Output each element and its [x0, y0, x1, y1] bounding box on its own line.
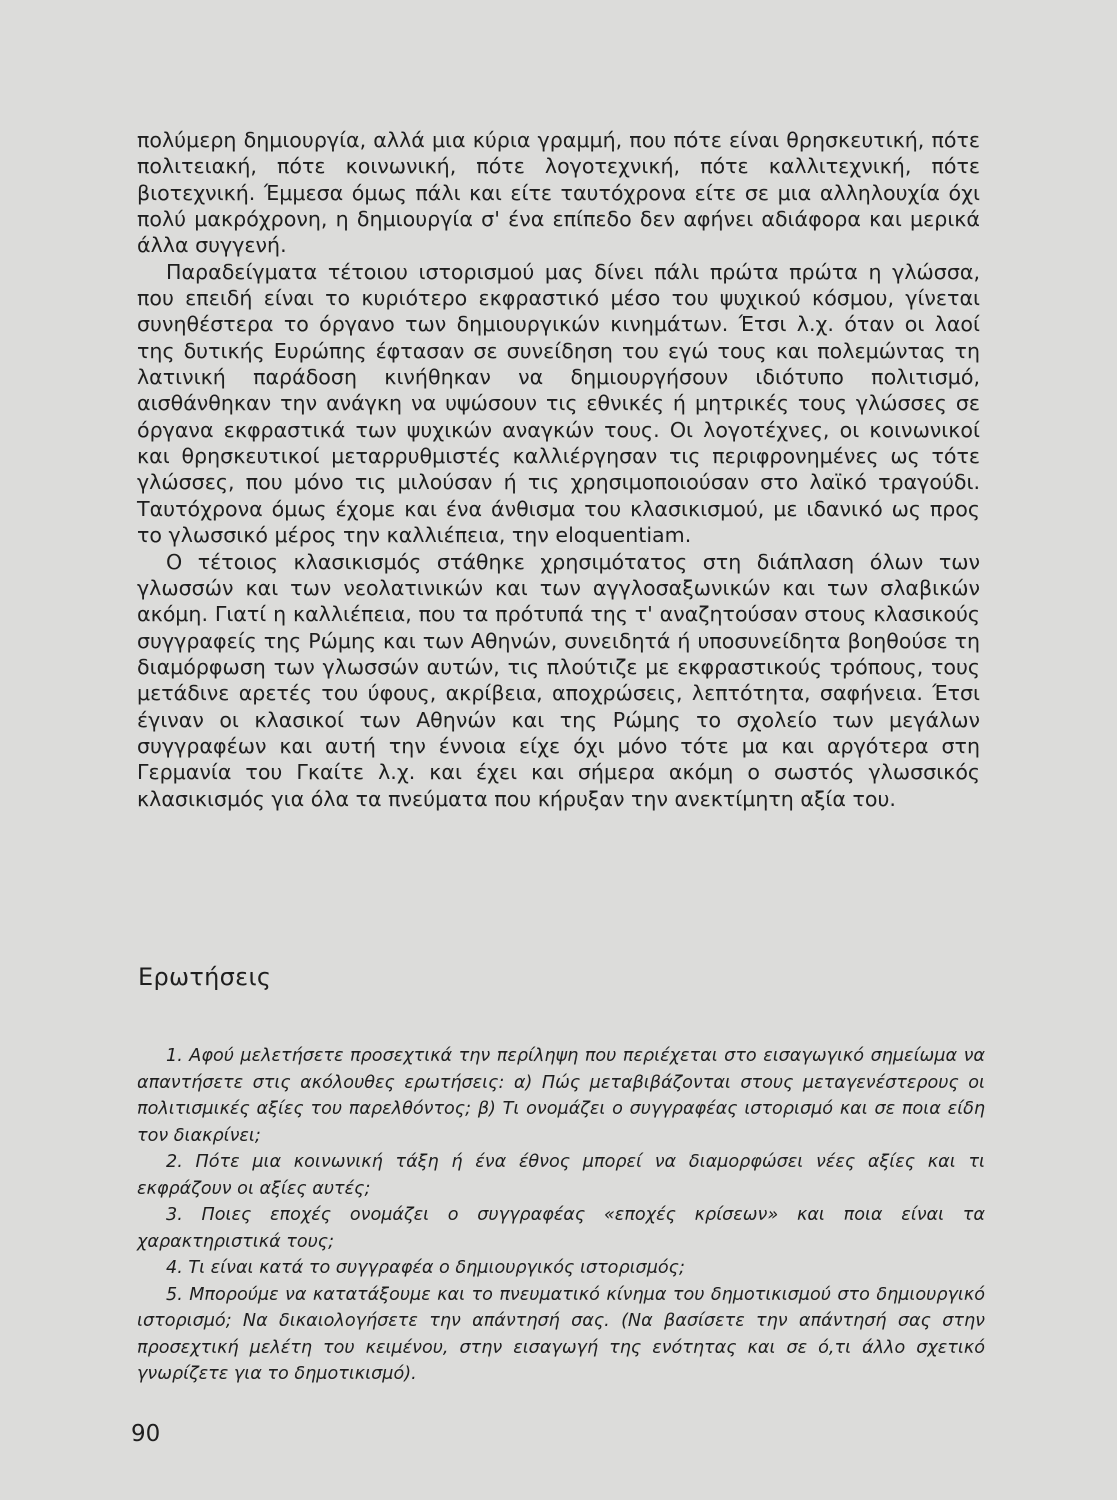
- question-item: 3. Ποιες εποχές ονομάζει ο συγγραφέας «εποχές κρίσεων» και ποια είναι τα χαρακτηριστικά τους;: [137, 1205, 985, 1252]
- question-item: 4. Τι είναι κατά το συγγραφέα ο δημιουργικός ιστορισμός;: [166, 1258, 685, 1278]
- questions-heading: Ερωτήσεις: [138, 963, 272, 991]
- question-item: 1. Αφού μελετήσετε προσεχτικά την περίληψη που περιέχεται στο εισαγωγικό σημείωμα να απαντήσετε στις ακόλουθες ερωτήσεις: α) Πώς μεταβιβάζονται στους μεταγενέστερους οι πολιτισμικές αξίες του παρελθόντος; β) Τι ονομάζει ο συγγραφέας ιστορισμό και σε ποια είδη τον διακρίνει;: [137, 1046, 985, 1146]
- questions-list: [137, 1043, 985, 1388]
- question-item: 2. Πότε μια κοινωνική τάξη ή ένα έθνος μπορεί να διαμορφώσει νέες αξίες και τι εκφράζουν οι αξίες αυτές;: [137, 1152, 985, 1199]
- paragraph-1: πολύμερη δημιουργία, αλλά μια κύρια γραμμή, που πότε είναι θρησκευτική, πότε πολιτειακή, πότε κοινωνική, πότε λογοτεχνική, πότε καλλιτεχνική, πότε βιοτεχνική. Έμμεσα όμως πάλι και είτε ταυτόχρονα είτε σε μια αλληλουχία όχι πολύ μακρόχρονη, η δημιουργία σ' ένα επίπεδο δεν αφήνει αδιάφορα και μερικά άλλα συγγενή.: [137, 128, 980, 258]
- main-text: [137, 127, 980, 812]
- paragraph-3: Ο τέτοιος κλασικισμός στάθηκε χρησιμότατος στη διάπλαση όλων των γλωσσών και των νεολατινικών και των αγγλοσαξωνικών και των σλαβικών ακόμη. Γιατί η καλλιέπεια, που τα πρότυπά της τ' αναζητούσαν στους κλασικούς συγγραφείς της Ρώμης και των Αθηνών, συνειδητά ή υποσυνείδητα βοηθούσε τη διαμόρφωση των γλωσσών αυτών, τις πλούτιζε με εκφραστικούς τρόπους, τους μετάδινε αρετές του ύφους, ακρίβεια, αποχρώσεις, λεπτότητα, σαφήνεια. Έτσι έγιναν οι κλασικοί των Αθηνών και της Ρώμης το σχολείο των μεγάλων συγγραφέων και αυτή την έννοια είχε όχι μόνο τότε μα και αργότερα στη Γερμανία του Γκαίτε λ.χ. και έχει και σήμερα ακόμη ο σωστός γλωσσικός κλασικισμός για όλα τα πνεύματα που κήρυξαν την ανεκτίμητη αξία του.: [137, 549, 980, 811]
- page-number: 90: [131, 1421, 161, 1447]
- question-item: 5. Μπορούμε να κατατάξουμε και το πνευματικό κίνημα του δημοτικισμού στο δημιουργικό ιστορισμό; Να δικαιολογήσετε την απάντησή σας. (Να βασίσετε την απάντησή σας στην προσεχτική μελέτη του κειμένου, στην εισαγωγή της ενότητας και σε ό,τι άλλο σχετικό γνωρίζετε για το δημοτικισμό).: [137, 1284, 985, 1384]
- paragraph-2: Παραδείγματα τέτοιου ιστορισμού μας δίνει πάλι πρώτα πρώτα η γλώσσα, που επειδή είναι το κυριότερο εκφραστικό μέσο του ψυχικού κόσμου, γίνεται συνηθέστερα το όργανο των δημιουργικών κινημάτων. Έτσι λ.χ. όταν οι λαοί της δυτικής Ευρώπης έφτασαν σε συνείδηση του εγώ τους και πολεμώντας τη λατινική παράδοση κινήθηκαν να δημιουργήσουν ιδιότυπο πολιτισμό, αισθάνθηκαν την ανάγκη να υψώσουν τις εθνικές ή μητρικές τους γλώσσες σε όργανα εκφραστικά των ψυχικών αναγκών τους. Οι λογοτέχνες, οι κοινωνικοί και θρησκευτικοί μεταρρυθμιστές καλλιέργησαν τις περιφρονημένες ως τότε γλώσσες, που μόνο τις μιλούσαν ή τις χρησιμοποιούσαν στο λαϊκό τραγούδι. Ταυτόχρονα όμως έχομε και ένα άνθισμα του κλασικισμού, με ιδανικό ως προς το γλωσσικό μέρος την καλλιέπεια, την eloquentiam.: [137, 259, 980, 548]
